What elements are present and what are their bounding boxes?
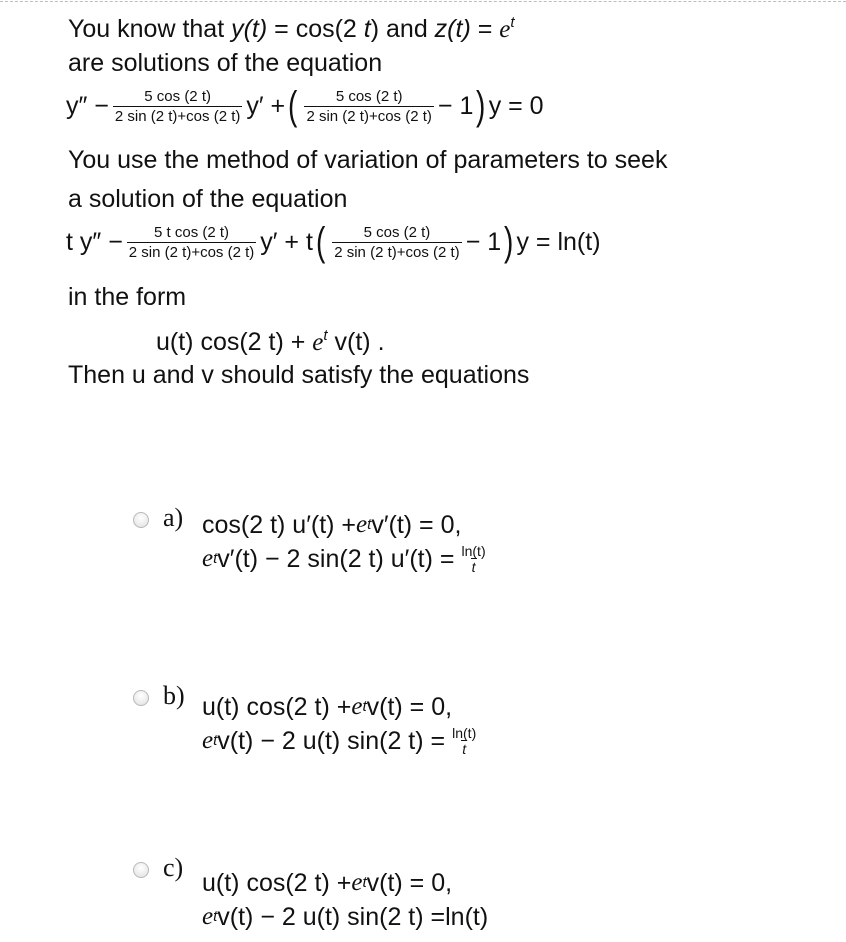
y-of-t: y(t) (231, 15, 268, 43)
option-a-row-1 (202, 508, 487, 542)
option-c-letter: c) (163, 853, 184, 882)
option-b-equations (202, 690, 477, 758)
option-b-row-2 (202, 724, 477, 758)
cos-text: = cos(2 (267, 15, 364, 43)
eq2-tail: − 1 (465, 227, 502, 256)
right-paren: ) (504, 220, 514, 264)
option-a-equations (202, 508, 487, 576)
row-text: v′(t) − 2 sin(2 t) u′(t) = (217, 545, 455, 573)
e-exponent: t (362, 874, 367, 891)
equals: = (470, 15, 500, 43)
z-of-t: z(t) (434, 15, 471, 43)
fraction-numerator: ln(t) (452, 725, 477, 741)
t-var: t (363, 15, 371, 43)
radio-option-b[interactable] (133, 690, 149, 706)
eq2-fraction-2 (332, 224, 461, 261)
option-b-letter: b) (163, 681, 185, 710)
rhs-text: ln(t) (445, 903, 489, 931)
method-line-1: You use the method of variation of parameters to seek (68, 146, 668, 174)
method-line-2: a solution of the equation (68, 185, 348, 213)
row-text: u(t) cos(2 t) + (202, 869, 352, 897)
eq2-frac1-denominator: 2 sin (2 t)+cos (2 t) (128, 243, 255, 261)
eq2-mid: y′ + t (260, 227, 313, 256)
row-text: v′(t) = 0, (371, 511, 462, 539)
e-exponent: t (323, 327, 328, 344)
eq1-lead: y″ − (66, 91, 109, 120)
left-paren: ( (288, 84, 298, 128)
e-exponent: t (510, 14, 515, 31)
right-paren: ) (476, 84, 486, 128)
e-exponent: t (213, 550, 218, 567)
option-c-equations (202, 866, 488, 934)
eq1-fraction-2 (304, 88, 433, 125)
e-base: e (356, 511, 368, 538)
row-text: v(t) = 0, (366, 869, 453, 897)
eq2-fraction-1 (127, 224, 256, 261)
e-base: e (351, 869, 363, 896)
eq2-frac2-denominator: 2 sin (2 t)+cos (2 t) (334, 243, 460, 261)
e-exponent: t (362, 698, 367, 715)
e-base: e (202, 545, 214, 572)
option-a-letter: a) (163, 503, 184, 532)
option-b-row-1 (202, 690, 477, 724)
fraction-denominator: t (471, 559, 476, 575)
eq1-frac2-numerator: 5 cos (2 t) (335, 87, 403, 105)
eq2-end: y = ln(t) (516, 227, 601, 256)
eq1-frac1-denominator: 2 sin (2 t)+cos (2 t) (114, 107, 241, 125)
option-c-row-1 (202, 866, 488, 900)
row-text: v(t) − 2 u(t) sin(2 t) = (217, 903, 446, 931)
eq2-frac2-numerator: 5 cos (2 t) (363, 223, 431, 241)
radio-option-a[interactable] (133, 512, 149, 528)
intro-line-2: are solutions of the equation (68, 49, 383, 77)
form-expr-part-b: v(t) . (327, 328, 385, 356)
equation-2 (66, 222, 601, 262)
eq1-tail: − 1 (437, 91, 474, 120)
form-expr-part-a: u(t) cos(2 t) + (156, 328, 313, 356)
form-expression (156, 320, 385, 359)
e-base: e (351, 693, 363, 720)
equation-1 (66, 86, 544, 126)
left-paren: ( (315, 220, 326, 264)
fraction-numerator: ln(t) (461, 543, 486, 559)
eq1-end: y = 0 (488, 91, 544, 120)
option-c-row-2 (202, 900, 488, 934)
eq1-frac2-denominator: 2 sin (2 t)+cos (2 t) (306, 107, 432, 125)
option-a-row-2 (202, 542, 487, 576)
eq1-mid: y′ + (246, 91, 286, 120)
row-text: v(t) − 2 u(t) sin(2 t) = (217, 727, 446, 755)
row-text: u(t) cos(2 t) + (202, 693, 352, 721)
fraction-denominator: t (462, 741, 467, 757)
eq1-frac1-numerator: 5 cos (2 t) (144, 87, 211, 105)
intro-line-1 (68, 7, 515, 46)
form-label: in the form (68, 283, 187, 311)
then-line: Then u and v should satisfy the equations (68, 361, 530, 389)
e-base: e (202, 903, 214, 930)
top-divider (0, 1, 846, 2)
e-base: e (499, 16, 511, 43)
and-text: ) and (370, 15, 435, 43)
row-text: cos(2 t) u′(t) + (202, 511, 357, 539)
intro-text: You know that (68, 15, 232, 43)
eq2-frac1-numerator: 5 t cos (2 t) (154, 223, 230, 241)
e-exponent: t (213, 732, 218, 749)
e-base: e (312, 329, 324, 356)
e-base: e (202, 727, 214, 754)
eq1-fraction-1 (113, 88, 242, 125)
row-text: v(t) = 0, (366, 693, 453, 721)
e-exponent: t (213, 908, 218, 925)
eq2-lead: t y″ − (66, 227, 123, 256)
option-b-fraction (451, 726, 477, 756)
radio-option-c[interactable] (133, 862, 149, 878)
option-a-fraction (461, 544, 487, 574)
e-exponent: t (367, 516, 372, 533)
